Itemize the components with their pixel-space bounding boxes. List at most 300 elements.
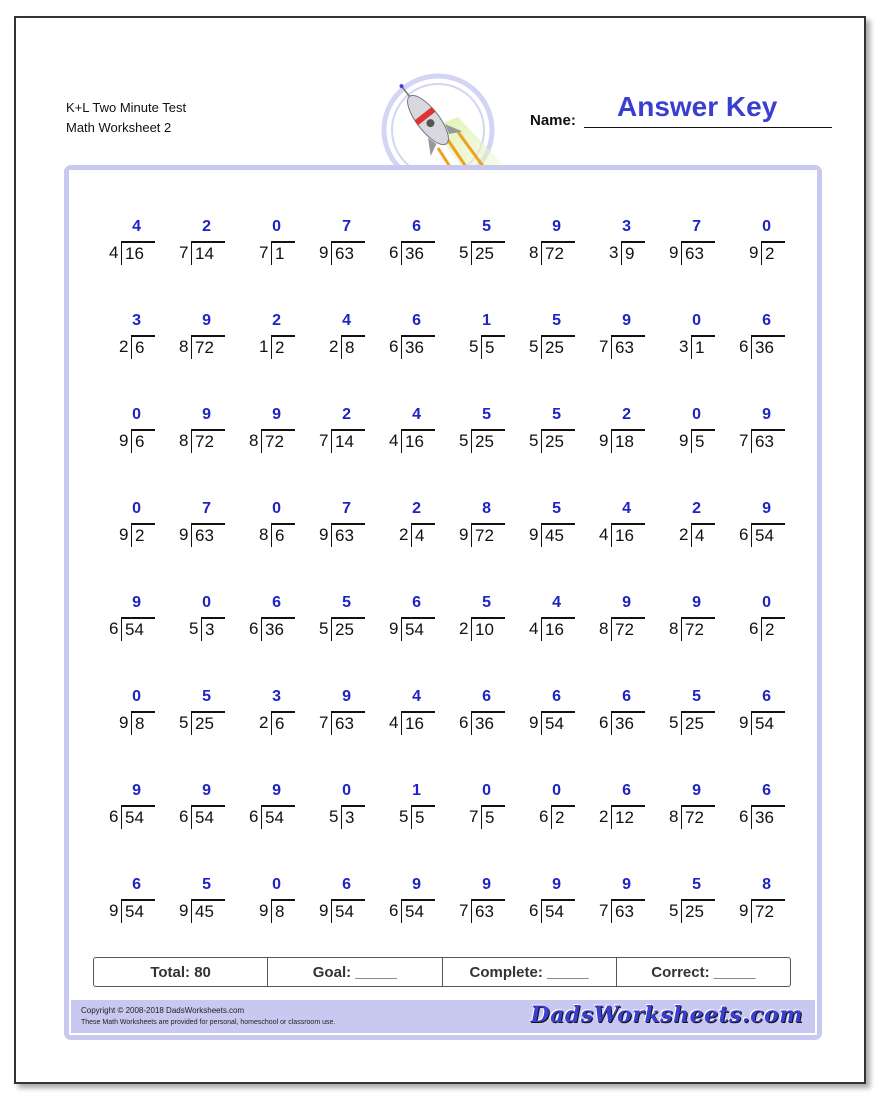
dividend: 16: [401, 429, 435, 453]
divisor: 6: [739, 807, 749, 826]
correct-cell[interactable]: Correct: _____: [651, 963, 756, 981]
dividend: 54: [261, 805, 295, 829]
divisor: 9: [739, 901, 749, 920]
total-cell: Total: 80: [94, 958, 268, 986]
division-problem: [87, 500, 147, 550]
division-problem: [87, 876, 147, 926]
divisor: 9: [179, 901, 189, 920]
division-problem: [647, 876, 707, 926]
divisor: 8: [179, 337, 189, 356]
division-problem: [297, 312, 357, 362]
dividend: 14: [191, 241, 225, 265]
divisor: 8: [669, 619, 679, 638]
division-problem: [297, 500, 357, 550]
division-problem: [227, 782, 287, 832]
divisor: 2: [459, 619, 469, 638]
dividend: 36: [751, 335, 785, 359]
quotient: 0: [132, 500, 141, 517]
quotient: 3: [272, 688, 281, 705]
division-problem: [717, 688, 777, 738]
division-problem: [577, 594, 637, 644]
divisor: 5: [319, 619, 329, 638]
divisor: 9: [459, 525, 469, 544]
dividend: 6: [271, 523, 295, 547]
division-problem: [717, 406, 777, 456]
division-problem: [577, 218, 637, 268]
dividend: 63: [331, 711, 365, 735]
divisor: 9: [669, 243, 679, 262]
quotient: 9: [202, 312, 211, 329]
dividend: 4: [691, 523, 715, 547]
divisor: 9: [119, 525, 129, 544]
quotient: 0: [762, 594, 771, 611]
division-problem: [437, 218, 497, 268]
quotient: 9: [622, 594, 631, 611]
division-problem: [157, 594, 217, 644]
quotient: 0: [342, 782, 351, 799]
name-label: Name:: [530, 112, 576, 129]
division-problem: [297, 594, 357, 644]
quotient: 8: [762, 876, 771, 893]
division-problem: [157, 312, 217, 362]
divisor: 6: [599, 713, 609, 732]
divisor: 9: [599, 431, 609, 450]
divisor: 9: [179, 525, 189, 544]
quotient: 0: [272, 876, 281, 893]
divisor: 8: [179, 431, 189, 450]
dividend: 63: [751, 429, 785, 453]
division-problem: [507, 688, 567, 738]
dividend: 2: [551, 805, 575, 829]
division-problem: [717, 876, 777, 926]
quotient: 0: [132, 406, 141, 423]
quotient: 3: [622, 218, 631, 235]
dividend: 72: [681, 805, 715, 829]
division-problem: [577, 406, 637, 456]
division-problem: [507, 594, 567, 644]
quotient: 7: [202, 500, 211, 517]
score-bar: [93, 957, 791, 987]
dividend: 25: [191, 711, 225, 735]
quotient: 4: [412, 688, 421, 705]
dividend: 36: [261, 617, 295, 641]
division-problem: [647, 500, 707, 550]
dividend: 16: [541, 617, 575, 641]
division-problem: [87, 594, 147, 644]
dividend: 63: [331, 241, 365, 265]
division-problem: [297, 688, 357, 738]
dividend: 45: [191, 899, 225, 923]
quotient: 6: [412, 312, 421, 329]
division-problem: [367, 312, 427, 362]
divisor: 5: [459, 431, 469, 450]
division-problem: [157, 688, 217, 738]
quotient: 3: [132, 312, 141, 329]
division-problem: [227, 312, 287, 362]
quotient: 9: [482, 876, 491, 893]
division-problem: [297, 876, 357, 926]
division-problem: [507, 312, 567, 362]
division-problem: [717, 218, 777, 268]
quotient: 5: [552, 406, 561, 423]
quotient: 7: [692, 218, 701, 235]
division-problem: [367, 406, 427, 456]
divisor: 6: [389, 337, 399, 356]
division-problem: [157, 500, 217, 550]
dividend: 54: [121, 899, 155, 923]
copyright-text: Copyright © 2008-2018 DadsWorksheets.com: [81, 1006, 245, 1015]
division-problem: [157, 876, 217, 926]
quotient: 9: [202, 406, 211, 423]
divisor: 6: [249, 807, 259, 826]
quotient: 0: [552, 782, 561, 799]
quotient: 9: [342, 688, 351, 705]
dividend: 54: [401, 899, 435, 923]
quotient: 9: [762, 406, 771, 423]
division-problem: [647, 594, 707, 644]
quotient: 6: [342, 876, 351, 893]
dividend: 54: [751, 711, 785, 735]
dividend: 72: [681, 617, 715, 641]
divisor: 4: [529, 619, 539, 638]
divisor: 8: [249, 431, 259, 450]
quotient: 9: [692, 782, 701, 799]
division-problem: [437, 876, 497, 926]
quotient: 9: [692, 594, 701, 611]
divisor: 1: [259, 337, 269, 356]
divisor: 2: [679, 525, 689, 544]
quotient: 2: [692, 500, 701, 517]
division-problem: [647, 312, 707, 362]
dividend: 6: [131, 429, 155, 453]
division-problem: [717, 782, 777, 832]
quotient: 6: [762, 312, 771, 329]
quotient: 6: [272, 594, 281, 611]
divisor: 6: [179, 807, 189, 826]
quotient: 0: [692, 406, 701, 423]
division-problem: [647, 782, 707, 832]
quotient: 6: [132, 876, 141, 893]
divisor: 6: [109, 619, 119, 638]
dividend: 72: [751, 899, 785, 923]
divisor: 7: [459, 901, 469, 920]
division-problem: [507, 406, 567, 456]
dividend: 54: [541, 899, 575, 923]
dividend: 6: [131, 335, 155, 359]
quotient: 5: [482, 406, 491, 423]
quotient: 5: [552, 312, 561, 329]
divisor: 7: [599, 901, 609, 920]
division-problem: [157, 406, 217, 456]
quotient: 7: [342, 500, 351, 517]
division-problem: [87, 688, 147, 738]
dividend: 5: [411, 805, 435, 829]
divisor: 5: [329, 807, 339, 826]
dividend: 18: [611, 429, 645, 453]
footer: [71, 1000, 815, 1033]
quotient: 5: [342, 594, 351, 611]
dividend: 54: [121, 617, 155, 641]
divisor: 4: [599, 525, 609, 544]
dividend: 63: [471, 899, 505, 923]
quotient: 6: [412, 218, 421, 235]
dividend: 2: [761, 241, 785, 265]
dividend: 16: [401, 711, 435, 735]
divisor: 9: [319, 901, 329, 920]
division-problem: [87, 312, 147, 362]
divisor: 9: [529, 713, 539, 732]
division-problem: [367, 782, 427, 832]
dividend: 36: [471, 711, 505, 735]
dividend: 54: [401, 617, 435, 641]
quotient: 6: [622, 782, 631, 799]
dividend: 3: [341, 805, 365, 829]
divisor: 2: [329, 337, 339, 356]
dividend: 54: [191, 805, 225, 829]
divisor: 8: [599, 619, 609, 638]
quotient: 5: [552, 500, 561, 517]
quotient: 0: [272, 500, 281, 517]
dividend: 2: [271, 335, 295, 359]
quotient: 9: [622, 876, 631, 893]
divisor: 6: [739, 525, 749, 544]
divisor: 6: [389, 901, 399, 920]
dividend: 12: [611, 805, 645, 829]
quotient: 2: [412, 500, 421, 517]
quotient: 6: [622, 688, 631, 705]
quotient: 6: [762, 688, 771, 705]
dividend: 8: [271, 899, 295, 923]
divisor: 7: [469, 807, 479, 826]
quotient: 9: [622, 312, 631, 329]
dividend: 25: [541, 335, 575, 359]
divisor: 5: [459, 243, 469, 262]
quotient: 5: [692, 876, 701, 893]
division-problem: [227, 876, 287, 926]
dividend: 63: [681, 241, 715, 265]
title-line-1: K+L Two Minute Test: [66, 100, 187, 115]
dividend: 2: [761, 617, 785, 641]
divisor: 6: [529, 901, 539, 920]
dividend: 72: [471, 523, 505, 547]
dividend: 16: [611, 523, 645, 547]
quotient: 4: [552, 594, 561, 611]
division-problem: [647, 218, 707, 268]
divisor: 9: [119, 713, 129, 732]
divisor: 9: [739, 713, 749, 732]
dividend: 3: [201, 617, 225, 641]
quotient: 9: [552, 218, 561, 235]
division-problem: [717, 312, 777, 362]
dividend: 25: [541, 429, 575, 453]
divisor: 9: [109, 901, 119, 920]
division-problem: [227, 218, 287, 268]
division-problem: [717, 500, 777, 550]
division-problem: [87, 406, 147, 456]
dividend: 36: [401, 241, 435, 265]
divisor: 2: [259, 713, 269, 732]
division-problem: [717, 594, 777, 644]
divisor: 7: [319, 431, 329, 450]
dividend: 36: [401, 335, 435, 359]
quotient: 5: [482, 218, 491, 235]
quotient: 2: [272, 312, 281, 329]
quotient: 5: [202, 688, 211, 705]
divisor: 7: [259, 243, 269, 262]
divisor: 7: [179, 243, 189, 262]
divisor: 6: [459, 713, 469, 732]
dividend: 72: [261, 429, 295, 453]
dividend: 5: [481, 805, 505, 829]
dividend: 10: [471, 617, 505, 641]
dividend: 63: [611, 899, 645, 923]
quotient: 2: [342, 406, 351, 423]
dividend: 14: [331, 429, 365, 453]
dividend: 9: [621, 241, 645, 265]
division-problem: [87, 782, 147, 832]
dividend: 25: [331, 617, 365, 641]
dividend: 25: [681, 899, 715, 923]
dividend: 1: [691, 335, 715, 359]
divisor: 5: [469, 337, 479, 356]
division-problem: [577, 500, 637, 550]
division-problem: [87, 218, 147, 268]
divisor: 6: [249, 619, 259, 638]
division-problem: [297, 406, 357, 456]
dividend: 54: [541, 711, 575, 735]
dividend: 54: [121, 805, 155, 829]
dividend: 72: [611, 617, 645, 641]
division-problem: [367, 594, 427, 644]
dividend: 1: [271, 241, 295, 265]
problems-frame: [64, 165, 822, 1040]
quotient: 9: [272, 406, 281, 423]
dividend: 36: [611, 711, 645, 735]
dividend: 72: [191, 335, 225, 359]
division-problem: [507, 500, 567, 550]
divisor: 2: [599, 807, 609, 826]
divisor: 5: [399, 807, 409, 826]
division-problem: [157, 782, 217, 832]
dividend: 63: [611, 335, 645, 359]
divisor: 9: [119, 431, 129, 450]
division-problem: [227, 688, 287, 738]
division-problem: [437, 782, 497, 832]
dividend: 5: [481, 335, 505, 359]
quotient: 9: [132, 594, 141, 611]
worksheet-title: [66, 98, 186, 138]
quotient: 5: [692, 688, 701, 705]
division-problem: [157, 218, 217, 268]
dividend: 6: [271, 711, 295, 735]
division-problem: [577, 782, 637, 832]
division-problem: [647, 406, 707, 456]
dividend: 25: [471, 429, 505, 453]
divisor: 9: [259, 901, 269, 920]
dividend: 54: [751, 523, 785, 547]
quotient: 6: [762, 782, 771, 799]
division-problem: [367, 500, 427, 550]
dividend: 8: [341, 335, 365, 359]
division-problem: [297, 782, 357, 832]
divisor: 9: [319, 525, 329, 544]
divisor: 7: [739, 431, 749, 450]
divisor: 7: [599, 337, 609, 356]
quotient: 6: [482, 688, 491, 705]
dividend: 8: [131, 711, 155, 735]
division-problem: [437, 406, 497, 456]
divisor: 8: [529, 243, 539, 262]
quotient: 0: [762, 218, 771, 235]
goal-cell[interactable]: Goal: _____: [268, 958, 442, 986]
division-problem: [437, 688, 497, 738]
divisor: 9: [389, 619, 399, 638]
dividend: 5: [691, 429, 715, 453]
divisor: 4: [389, 713, 399, 732]
divisor: 5: [529, 337, 539, 356]
quotient: 5: [482, 594, 491, 611]
worksheet-page: [14, 16, 866, 1084]
dadsworksheets-logo: DadsWorksheets.com: [530, 1002, 803, 1028]
quotient: 4: [412, 406, 421, 423]
division-problem: [577, 688, 637, 738]
division-problem: [437, 594, 497, 644]
divisor: 8: [259, 525, 269, 544]
complete-cell[interactable]: Complete: _____: [443, 958, 617, 986]
division-problem: [367, 218, 427, 268]
divisor: 6: [739, 337, 749, 356]
quotient: 9: [202, 782, 211, 799]
divisor: 6: [539, 807, 549, 826]
quotient: 5: [202, 876, 211, 893]
dividend: 45: [541, 523, 575, 547]
divisor: 5: [189, 619, 199, 638]
divisor: 3: [679, 337, 689, 356]
quotient: 0: [272, 218, 281, 235]
quotient: 6: [412, 594, 421, 611]
quotient: 7: [342, 218, 351, 235]
dividend: 16: [121, 241, 155, 265]
divisor: 5: [529, 431, 539, 450]
dividend: 36: [751, 805, 785, 829]
name-field[interactable]: [584, 127, 832, 128]
quotient: 0: [692, 312, 701, 329]
divisor: 7: [319, 713, 329, 732]
division-problem: [227, 406, 287, 456]
dividend: 54: [331, 899, 365, 923]
division-problem: [227, 594, 287, 644]
dividend: 63: [191, 523, 225, 547]
divisor: 9: [319, 243, 329, 262]
quotient: 9: [412, 876, 421, 893]
division-problem: [507, 876, 567, 926]
dividend: 2: [131, 523, 155, 547]
dividend: 72: [541, 241, 575, 265]
quotient: 9: [132, 782, 141, 799]
divisor: 3: [609, 243, 619, 262]
division-problem: [367, 876, 427, 926]
divisor: 4: [389, 431, 399, 450]
quotient: 0: [132, 688, 141, 705]
divisor: 9: [679, 431, 689, 450]
division-problem: [577, 312, 637, 362]
quotient: 2: [622, 406, 631, 423]
divisor: 5: [669, 713, 679, 732]
divisor: 9: [529, 525, 539, 544]
division-problem: [297, 218, 357, 268]
division-problem: [507, 218, 567, 268]
quotient: 9: [762, 500, 771, 517]
